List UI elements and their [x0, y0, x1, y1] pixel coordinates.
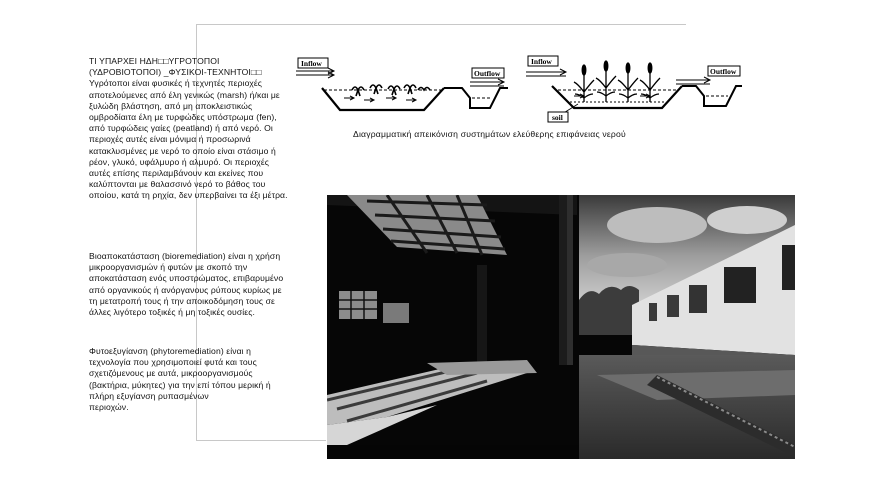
left-outflow-pipe	[444, 88, 508, 108]
phytoremediation-text-block	[89, 346, 289, 413]
left-wetland-diagram	[294, 52, 516, 122]
wetlands-body: Υγρότοποι είναι φυσικές ή τεχνητές περιοχές αποτελούμενες από έλη γενικώς (marsh) ή/και με ξυλώδη βλάστηση, από μη αποκλειστικώς ομβροδίαιτα έλη με τυρφώδες υπόστρωμα (fen), από τυρφώδεις γαίες (peatland) ή από νερό. Οι περιοχές αυτές είναι μόνιμα ή προσωρινά κατακλυσμένες με νερό το οποίο είναι στάσιμο ή ρέον, γλυκό, υφάλμυρο ή αλμυρό. Οι περιοχές αυτές επίσης περιλαμβάνουν και εκείνες που καλύπτονται με θαλασσινό νερό το βάθος του οποίου, κατά τη ρηχία, δεν υπερβαίνει τα έξι μέτρα.	[89, 78, 288, 201]
bioremediation-text-block	[89, 251, 289, 318]
wetlands-text-block	[89, 56, 289, 202]
frame-top-line	[196, 24, 686, 25]
left-basin-outline	[322, 88, 444, 110]
right-outflow-label: Outflow	[710, 67, 737, 76]
diagram-caption: Διαγραμματική απεικόνιση συστημάτων ελεύθερης επιφάνειας νερού	[353, 129, 626, 139]
frame-bottom-line	[196, 440, 326, 441]
right-wetland-diagram	[524, 52, 746, 128]
bioremediation-body: Βιοαποκατάσταση (bioremediation) είναι η χρήση μικροοργανισμών ή φυτών με σκοπό την αποκατάσταση ενός υποστρώματος, επιβαρυμένο από οργανικούς ή ανόργανους ρύπους κυρίως με τη μετατροπή τους ή την αποικοδόμηση τους σε άλλες λιγότερο τοξικές ή μη τοξικές ουσίες.	[89, 251, 284, 318]
left-inflow-arrow-2	[296, 72, 334, 78]
wetlands-title-line1: ΤΙ ΥΠΑΡΧΕΙ ΗΔΗ□□ΥΓΡΟΤΟΠΟΙ	[89, 56, 220, 66]
wetlands-title-line2: (ΥΔΡΟΒΙΟΤΟΠΟΙ) _ΦΥΣΙΚΟΙ-ΤΕΧΝΗΤΟΙ□□	[89, 67, 262, 78]
left-inflow-arrow	[296, 68, 334, 74]
right-basin-outline	[552, 86, 682, 108]
left-inflow-label: Inflow	[301, 59, 322, 68]
left-outflow-label: Outflow	[474, 69, 501, 78]
left-flow-arrows	[344, 96, 416, 102]
right-soil-label: soil	[552, 113, 563, 122]
right-inflow-arrow	[526, 69, 566, 76]
left-outflow-arrows	[470, 79, 504, 86]
industrial-hall-photo	[327, 195, 795, 459]
phytoremediation-body: Φυτοεξυγίανση (phytoremediation) είναι η τεχνολογία που χρησιμοποιεί φυτά και τους σχετιζόμενους με αυτά, μικροοργανισμούς (βακτήρια, μύκητες) για την επί τόπου μερική ή πλήρη εξυγίανση ρυπασμένων	[89, 346, 271, 401]
phytoremediation-tail: περιοχών.	[89, 402, 129, 413]
right-inflow-label: Inflow	[531, 57, 552, 66]
right-outflow-arrows	[676, 77, 710, 84]
